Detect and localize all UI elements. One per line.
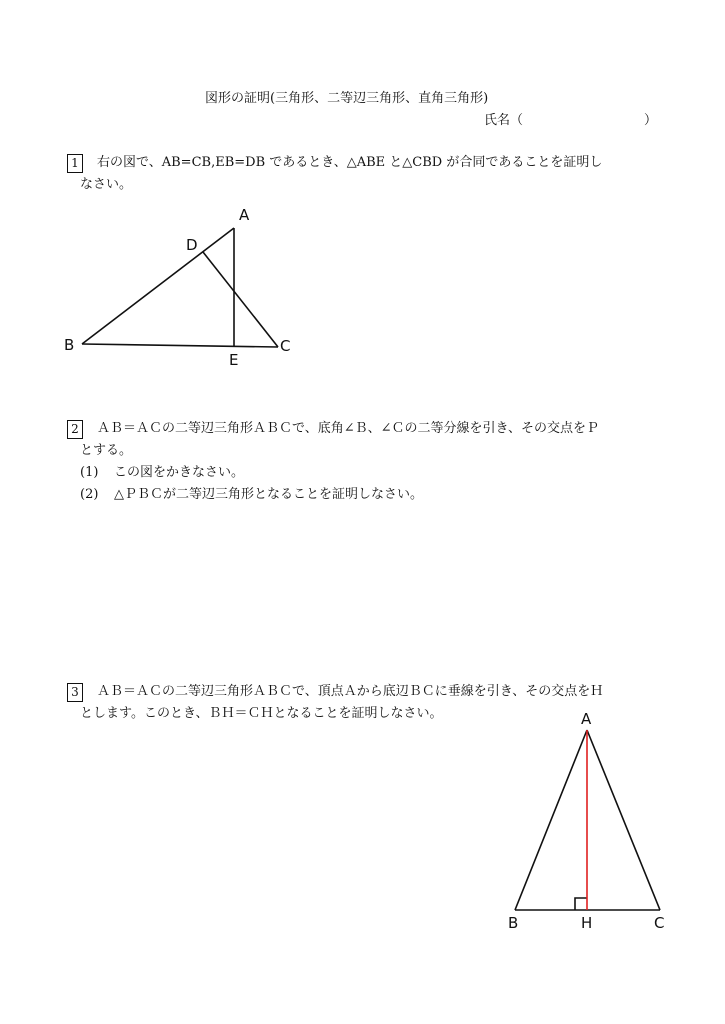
name-label: 氏名（ [484,113,524,128]
question-2-text-line2: とする。 [80,443,133,458]
label-e-fig1: E [229,351,239,369]
question-2-sub2-text: △ＰＢＣが二等辺三角形となることを証明しなさい。 [114,487,423,502]
label-d-fig1: D [186,236,198,254]
question-2-sub2-marker: (2) [80,487,99,502]
question-2-sub1-text: この図をかきなさい。 [114,465,245,480]
question-1-number: 1 [67,154,83,173]
question-3-text-line1: ＡＢ＝ＡＣの二等辺三角形ＡＢＣで、頂点Ａから底辺ＢＣに垂線を引き、その交点をＨ [97,684,604,699]
label-c-fig1: C [280,337,291,355]
label-a-fig2: A [581,710,592,728]
page-title: 図形の証明(三角形、二等辺三角形、直角三角形) [205,91,489,106]
right-angle-mark [575,898,587,910]
segment-ab [515,730,587,910]
question-2-sub1-marker: (1) [80,465,99,480]
question-2-number: 2 [67,420,83,439]
question-3-number: 3 [67,683,83,702]
segment-ac [587,730,660,910]
question-1-text-line2: なさい。 [80,177,133,192]
question-1-text-line1: 右の図で、AB=CB,EB=DB であるとき、△ABE と△CBD が合同であることを証明し [97,155,603,170]
name-field-close: ） [644,113,658,128]
label-b-fig1: B [64,336,75,354]
question-3-text-line2: とします。このとき、ＢＨ＝ＣＨとなることを証明しなさい。 [80,706,443,721]
label-b-fig2: B [508,914,519,932]
label-c-fig2: C [654,914,665,932]
label-a-fig1: A [239,206,250,224]
question-2-text-line1: ＡＢ＝ＡＣの二等辺三角形ＡＢＣで、底角∠Ｂ、∠Ｃの二等分線を引き、その交点をＰ [97,421,600,436]
label-h-fig2: H [581,914,593,932]
